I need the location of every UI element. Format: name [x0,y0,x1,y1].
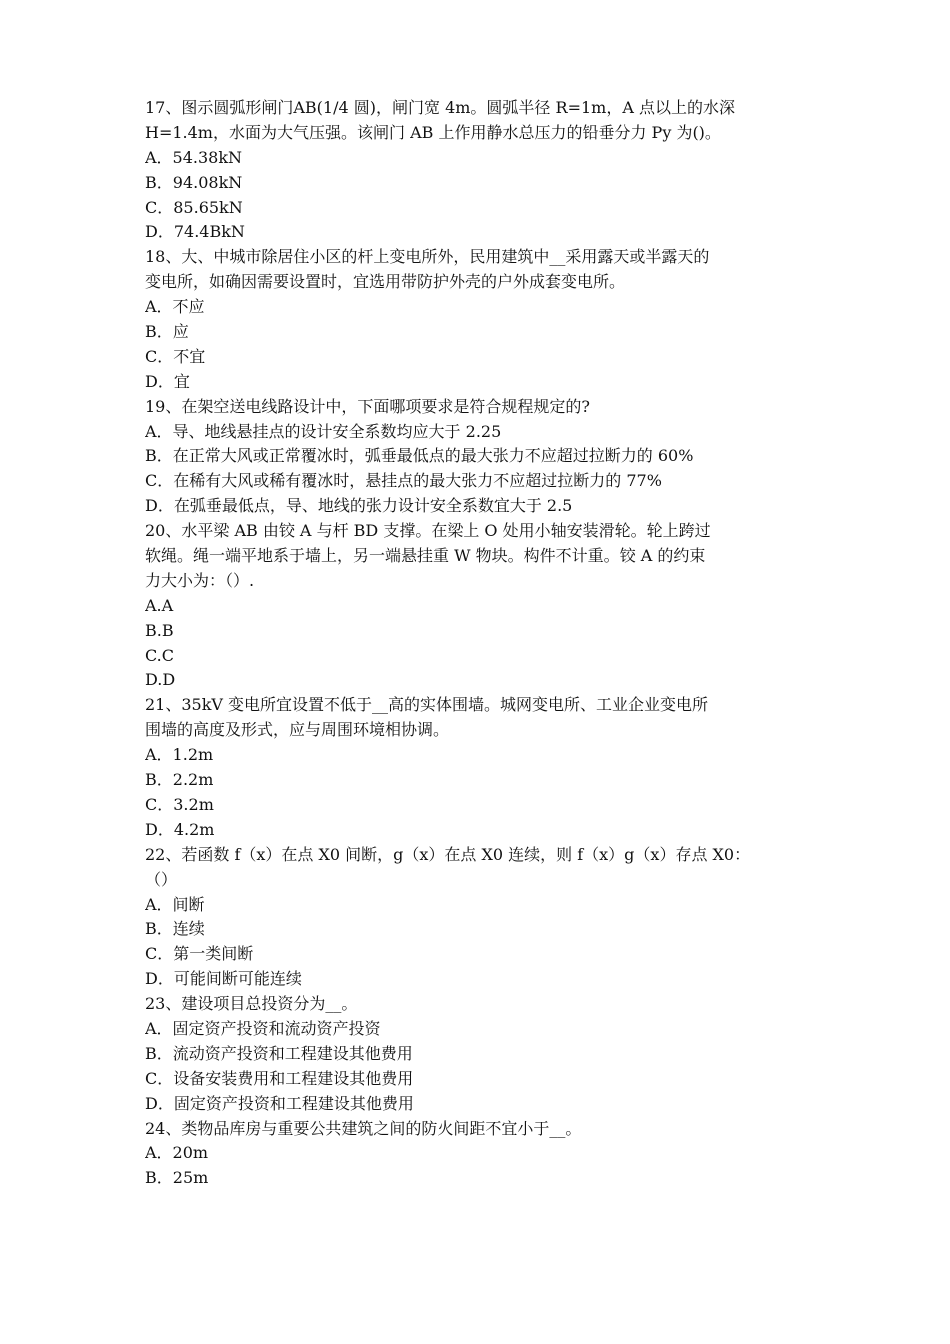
option-a: A．1.2m [145,745,214,765]
question-stem: 23、建设项目总投资分为__。 [145,994,358,1014]
question-stem: 力大小为：（）. [145,570,255,590]
question-stem: 围墙的高度及形式，应与周围环境相协调。 [145,720,450,740]
option-b: B．94.08kN [145,172,243,192]
option-a: A．不应 [145,297,205,317]
option-c: C．在稀有大风或稀有覆冰时，悬挂点的最大张力不应超过拉断力的 77% [145,471,662,491]
option-c: C．85.65kN [145,197,243,217]
question-17 [145,96,810,245]
option-b: B．在正常大风或正常覆冰时，弧垂最低点的最大张力不应超过拉断力的 60% [145,446,694,466]
option-b: B.B [145,620,174,640]
option-d: D.D [145,670,176,690]
option-a: A．固定资产投资和流动资产投资 [145,1018,381,1038]
question-stem: 变电所，如确因需要设置时，宜选用带防护外壳的户外成套变电所。 [145,272,626,292]
option-d: D．可能间断可能连续 [145,969,302,989]
option-c: C.C [145,645,174,665]
option-d: D．在弧垂最低点，导、地线的张力设计安全系数宜大于 2.5 [145,496,573,516]
option-d: D．74.4BkN [145,222,245,242]
option-a: A.A [145,595,174,615]
option-b: B．连续 [145,919,205,939]
question-stem: 20、水平梁 AB 由铰 A 与杆 BD 支撑。在梁上 O 处用小轴安装滑轮。轮上跨过 [145,521,711,541]
question-stem: 19、在架空送电线路设计中，下面哪项要求是符合规程规定的? [145,396,590,416]
option-a: A．20m [145,1143,209,1163]
option-b: B．流动资产投资和工程建设其他费用 [145,1043,413,1063]
option-a: A．54.38kN [145,147,243,167]
question-18 [145,245,810,394]
question-stem: 软绳。绳一端平地系于墙上，另一端悬挂重 W 物块。构件不计重。铰 A 的约束 [145,546,706,566]
question-23 [145,992,810,1116]
question-stem: 17、图示圆弧形闸门AB(1/4 圆)，闸门宽 4m。圆弧半径 R=1m，A 点以上的水深 [145,98,735,117]
question-stem: H=1.4m，水面为大气压强。该闸门 AB 上作用静水总压力的铅垂分力 Py 为()。 [145,122,721,142]
option-a: A．间断 [145,894,205,914]
option-d: D．4.2m [145,819,215,839]
question-24 [145,1117,810,1192]
option-c: C．设备安装费用和工程建设其他费用 [145,1068,414,1088]
question-stem: 21、35kV 变电所宜设置不低于__高的实体围墙。城网变电所、工业企业变电所 [145,695,709,715]
option-c: C．第一类间断 [145,944,254,964]
option-d: D．固定资产投资和工程建设其他费用 [145,1093,414,1113]
option-d: D．宜 [145,371,190,391]
question-19 [145,395,810,519]
document-page [145,96,810,1191]
option-b: B．25m [145,1168,209,1188]
option-b: B．2.2m [145,770,214,790]
option-c: C．不宜 [145,346,206,366]
question-stem: 22、若函数 f（x）在点 X0 间断，g（x）在点 X0 连续，则 f（x）g（x）存点 X0： [145,844,751,864]
option-c: C．3.2m [145,794,214,814]
option-b: B．应 [145,322,189,342]
question-20 [145,519,810,693]
question-stem: 24、类物品库房与重要公共建筑之间的防火间距不宜小于__。 [145,1118,582,1138]
question-stem: （） [145,869,178,889]
question-21 [145,693,810,842]
option-a: A．导、地线悬挂点的设计安全系数均应大于 2.25 [145,421,502,441]
question-stem: 18、大、中城市除居住小区的杆上变电所外，民用建筑中__采用露天或半露天的 [145,247,710,267]
question-22 [145,843,810,992]
